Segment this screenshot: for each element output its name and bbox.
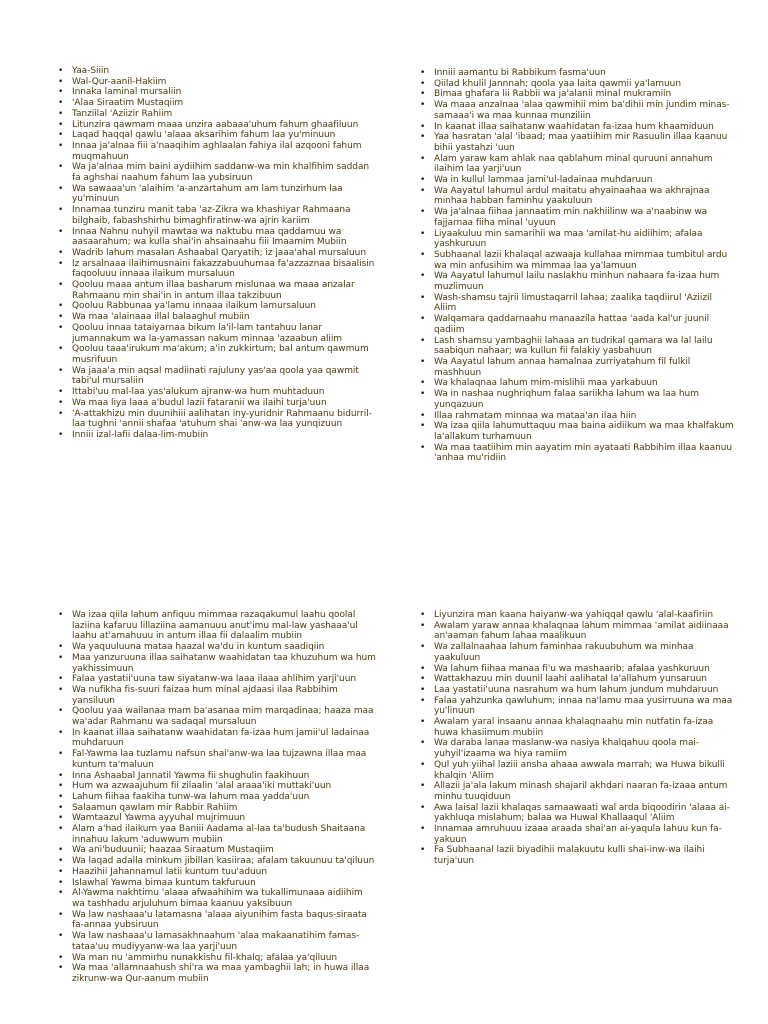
verse-list-item: • Wa maa 'allamnaahush shi'ra wa maa yambaghii lah; in huwa illaa zikrunw-wa Qur-aanum mubiin xyxy=(58,963,376,984)
verse-list-item: • Inniii aamantu bi Rabbikum fasma'uun xyxy=(420,68,736,79)
verse-list-item: • Fal-Yawma laa tuzlamu nafsun shai'anw-wa laa tujzawna illaa maa kuntum ta'maluun xyxy=(58,749,376,770)
verse-list-item: • 'Alaa Siraatim Mustaqiim xyxy=(58,98,376,109)
verse-list-item: • In kaanat illaa saihatanw waahidatan fa-izaa hum khaamiduun xyxy=(420,122,736,133)
verse-list-item: • Iz arsalnaaa ilaihimusnaini fakazzabuuhumaa fa'azzaznaa bisaalisin faqooluuu innaaa ilaikum mursaluun xyxy=(58,259,376,280)
verse-list-item: • Wa maa 'alainaaa illal balaaghul mubiin xyxy=(58,312,376,323)
verse-list-item: • Al-Yawma nakhtimu 'alaaa afwaahihim wa tukallimunaaa aidiihim wa tashhadu arjuluhum bimaa kaanuu yaksibuun xyxy=(58,888,376,909)
verse-list-item: • Qooluu taaa'irukum ma'akum; a'in zukkirtum; bal antum qawmum musrifuun xyxy=(58,344,376,365)
verse-list-item: • Innaka laminal mursaliin xyxy=(58,87,376,98)
verse-list-item: • Hum wa azwaajuhum fii zilaalin 'alal araaa'iki muttaki'uun xyxy=(58,781,376,792)
verse-list-item: • Wa nufikha fis-suuri faizaa hum minal ajdaasi ilaa Rabbihim yansiluun xyxy=(58,685,376,706)
verse-list-item: • Lahum fiihaa faakiha tunw-wa lahum maa yadda'uun xyxy=(58,792,376,803)
verse-list-item: • Ittabi'uu mal-laa yas'alukum ajranw-wa hum muhtaduun xyxy=(58,387,376,398)
verse-list-item: • Yaa hasratan 'alal 'ibaad; maa yaatiihim mir Rasuulin illaa kaanuu bihii yastahzi 'uun xyxy=(420,132,736,153)
verse-list-item: • Wa law nashaaa'u lamasakhnaahum 'alaa makaanatihim famas-tataa'uu mudiyyanw-wa laa yarji'uun xyxy=(58,931,376,952)
verse-list-item: • Wa in kullul lammaa jami'ul-ladainaa muhdaruun xyxy=(420,175,736,186)
verse-list-item: • Wattakhazuu min duunil laahi aalihatal la'allahum yunsaruun xyxy=(420,674,736,685)
verse-list-item: • Wa ja'alnaa mim baini aydiihim saddanw-wa min khalfihim saddan fa aghshai naahum fahum laa yubsiruun xyxy=(58,162,376,183)
verse-list-item: • Wal-Qur-aanil-Hakiim xyxy=(58,77,376,88)
verse-list-item: • Wa sawaaa'un 'alaihim 'a-anzartahum am lam tunzirhum laa yu'minuun xyxy=(58,184,376,205)
verse-list-item: • Qooluu Rabbunaa ya'lamu innaaa ilaikum lamursaluun xyxy=(58,301,376,312)
verse-list-item: • Qooluu innaa tataiyarnaa bikum la'il-lam tantahuu lanar jumannakum wa la-yamassan nakum minnaa 'azaabun aliim xyxy=(58,323,376,344)
verse-list-item: • Lash shamsu yambaghii lahaaa an tudrikal qamara wa lal lailu saabiqun nahaar; wa kullun fii falakiy yasbahuun xyxy=(420,336,736,357)
verse-list-item: • Wa yaquuluuna mataa haazal wa'du in kuntum saadiqiin xyxy=(58,642,376,653)
verse-list-item: • Allazii ja'ala lakum minash shajaril akhdari naaran fa-izaaa antum minhu tuuqiduun xyxy=(420,781,736,802)
verse-list-item: • Qiilad khulil Jannnah; qoola yaa laita qawmii ya'lamuun xyxy=(420,79,736,90)
verse-list-item: • Wa law nashaaa'u latamasna 'alaaa aiyunihim fasta baqus-siraata fa-annaa yubsiruun xyxy=(58,910,376,931)
verse-list-item: • Salaamun qawlam mir Rabbir Rahiim xyxy=(58,803,376,814)
verse-list-item: • Qooluu maaa antum illaa basharum mislunaa wa maaa anzalar Rahmaanu min shai'in in antum illaa takzibuun xyxy=(58,280,376,301)
verse-list-item: • Wa Aayatul lahum annaa hamalnaa zurriyatahum fil fulkil mashhuun xyxy=(420,357,736,378)
verse-list-item: • Qooluu yaa wailanaa mam ba'asanaa mim marqadinaa; haaza maa wa'adar Rahmanu wa sadaqal mursaluun xyxy=(58,706,376,727)
verse-list-item: • Laa yastatii'uuna nasrahum wa hum lahum jundum muhdaruun xyxy=(420,685,736,696)
verse-list-item: • Wa ani'buduunii; haazaa Siraatum Mustaqiim xyxy=(58,845,376,856)
verse-list-item: • Wa man nu 'ammirhu nunakkishu fil-khalq; afalaa ya'qiluun xyxy=(58,953,376,964)
verse-list-item: • Wa laqad adalla minkum jibillan kasiiraa; afalam takuunuu ta'qiluun xyxy=(58,856,376,867)
verse-list-item: • Alam yaraw kam ahlak naa qablahum minal quruuni annahum ilaihim laa yarji'uun xyxy=(420,154,736,175)
verse-list-item: • Alam a'had ilaikum yaa Baniii Aadama al-laa ta'budush Shaitaana innahuu lakum 'aduwwum mubiin xyxy=(58,824,376,845)
verse-list-column-3 xyxy=(58,610,376,985)
verse-list-column-1 xyxy=(58,66,376,441)
verse-list-item: • Innaa Nahnu nuhyil mawtaa wa naktubu maa qaddamuu wa aasaarahum; wa kulla shai'in ahsainaahu fiii Imaamim Mubiin xyxy=(58,227,376,248)
verse-list-item: • Wamtaazul Yawma ayyuhal mujrimuun xyxy=(58,813,376,824)
verse-list-item: • Walqamara qaddarnaahu manaazila hattaa 'aada kal'ur juunil qadiim xyxy=(420,314,736,335)
verse-list-item: • Tanziilal 'Aziizir Rahiim xyxy=(58,109,376,120)
verse-list-item: • Wa ja'alnaa fiihaa jannaatim min nakhiilinw wa a'naabinw wa fajjarnaa fiiha minal 'uyuun xyxy=(420,207,736,228)
verse-list-item: • Haazihii Jahannamul latii kuntum tuu'aduun xyxy=(58,867,376,878)
verse-list-item: • Awalam yaraw annaa khalaqnaa lahum mimmaa 'amilat aidiinaaa an'aaman fahum lahaa maalikuun xyxy=(420,621,736,642)
verse-list-item: • Wa izaa qiila lahumuttaquu maa baina aidiikum wa maa khalfakum la'allakum turhamuun xyxy=(420,421,736,442)
verse-list-item: • Wa daraba lanaa maslanw-wa nasiya khalqahuu qoola mai-yuhyil'izaama wa hiya ramiim xyxy=(420,738,736,759)
verse-list-column-2 xyxy=(420,68,736,464)
verse-list-item: • Wa Aayatul lahumul ardul maitatu ahyainaahaa wa akhrajnaa minhaa habban faminhu yaakuluun xyxy=(420,186,736,207)
verse-list-item: • Wa zallalnaahaa lahum faminhaa rakuubuhum wa minhaa yaakuluun xyxy=(420,642,736,663)
verse-list-item: • Awalam yaral insaanu annaa khalaqnaahu min nutfatin fa-izaa huwa khasiimum mubiin xyxy=(420,717,736,738)
verse-list-item: • Wa izaa qiila lahum anfiquu mimmaa razaqakumul laahu qoolal laziina kafaruu lillaziina aamanuuu anut'imu mal-law yashaaa'ul laahu at'amahuuu in antum illaa fii dalaalim mubiin xyxy=(58,610,376,642)
verse-list-item: • Wa Aayatul lahumul lailu naslakhu minhun nahaara fa-izaa hum muzlimuun xyxy=(420,271,736,292)
verse-list-item: • Wa jaaa'a min aqsal madiinati rajuluny yas'aa qoola yaa qawmit tabi'ul mursaliin xyxy=(58,366,376,387)
verse-list-item: • Wadrib lahum masalan Ashaabal Qaryatih; iz jaaa'ahal mursaluun xyxy=(58,248,376,259)
verse-list-item: • Falaa yahzunka qawluhum; innaa na'lamu maa yusirruuna wa maa yu'linuun xyxy=(420,696,736,717)
verse-list-item: • In kaanat illaa saihatanw waahidatan fa-izaa hum jamii'ul ladainaa muhdaruun xyxy=(58,728,376,749)
verse-list-item: • Inniii izal-lafii dalaa-lim-mubiin xyxy=(58,430,376,441)
verse-list-item: • Innaa ja'alnaa fiii a'naaqihim aghlaalan fahiya ilal azqooni fahum muqmahuun xyxy=(58,141,376,162)
verse-list-item: • Wa maa liya laaa a'budul lazii fataranii wa ilaihi turja'uun xyxy=(58,398,376,409)
verse-list-item: • Subhaanal lazii khalaqal azwaaja kullahaa mimmaa tumbitul ardu wa min anfusihim wa mimmaa laa ya'lamuun xyxy=(420,250,736,271)
verse-list-item: • Liyunzira man kaana haiyanw-wa yahiqqal qawlu 'alal-kaafiriin xyxy=(420,610,736,621)
verse-list-item: • Yaa-Siiin xyxy=(58,66,376,77)
verse-list-item: • Wa maa taatiihim min aayatim min ayataati Rabbihim illaa kaanuu 'anhaa mu'ridiin xyxy=(420,443,736,464)
verse-list-item: • Laqad haqqal qawlu 'alaaa aksarihim fahum laa yu'minuun xyxy=(58,130,376,141)
verse-list-item: • Wa lahum fiihaa manaa fi'u wa mashaarib; afalaa yashkuruun xyxy=(420,664,736,675)
verse-list-item: • Maa yanzuruuna illaa saihatanw waahidatan taa khuzuhum wa hum yakhissimuun xyxy=(58,653,376,674)
verse-list-item: • Inna Ashaabal Jannatil Yawma fii shughulin faakihuun xyxy=(58,771,376,782)
verse-list-item: • Wa maaa anzalnaa 'alaa qawmihii mim ba'dihii min jundim minas-samaaa'i wa maa kunnaa munziliin xyxy=(420,100,736,121)
verse-list-item: • 'A-attakhizu min duunihiii aalihatan iny-yuridnir Rahmaanu bidurril-laa tughni 'annii shafaa 'atuhum shai 'anw-wa laa yunqizuun xyxy=(58,409,376,430)
verse-list-item: • Wa khalaqnaa lahum mim-mislihii maa yarkabuun xyxy=(420,378,736,389)
verse-list-item: • Wa in nashaa nughriqhum falaa sariikha lahum wa laa hum yunqazuun xyxy=(420,389,736,410)
verse-list-item: • Awa laisal lazii khalaqas samaawaati wal arda biqoodirin 'alaaa ai-yakhluqa mislahum; balaa wa Huwal Khallaaqul 'Aliim xyxy=(420,803,736,824)
verse-list-item: • Liyaakuluu min samarihii wa maa 'amilat-hu aidiihim; afalaa yashkuruun xyxy=(420,229,736,250)
verse-list-item: • Fa Subhaanal lazii biyadihii malakuutu kulli shai-inw-wa ilaihi turja'uun xyxy=(420,845,736,866)
verse-list-item: • Innamaa tunziru manit taba 'az-Zikra wa khashiyar Rahmaana bilghaib, fabashshirhu bimaghfiratinw-wa ajrin kariim xyxy=(58,205,376,226)
verse-list-item: • Islawhal Yawma bimaa kuntum takfuruun xyxy=(58,878,376,889)
verse-list-item: • Bimaa ghafara lii Rabbii wa ja'alanii minal mukramiin xyxy=(420,89,736,100)
verse-list-item: • Falaa yastatii'uuna taw siyatanw-wa laaa ilaaa ahlihim yarji'uun xyxy=(58,674,376,685)
verse-list-column-4 xyxy=(420,610,736,867)
verse-list-item: • Illaa rahmatam minnaa wa mataa'an ilaa hiin xyxy=(420,411,736,422)
verse-list-item: • Innamaa amruhuuu izaaa araada shai'an ai-yaqula lahuu kun fa-yakuun xyxy=(420,824,736,845)
verse-list-item: • Litunzira qawmam maaa unzira aabaaa'uhum fahum ghaafiluun xyxy=(58,120,376,131)
verse-list-item: • Wash-shamsu tajrii limustaqarril lahaa; zaalika taqdiirul 'Aziizil Aliim xyxy=(420,293,736,314)
verse-list-item: • Qul yuh yiihal laziii ansha ahaaa awwala marrah; wa Huwa bikulli khalqin 'Aliim xyxy=(420,760,736,781)
